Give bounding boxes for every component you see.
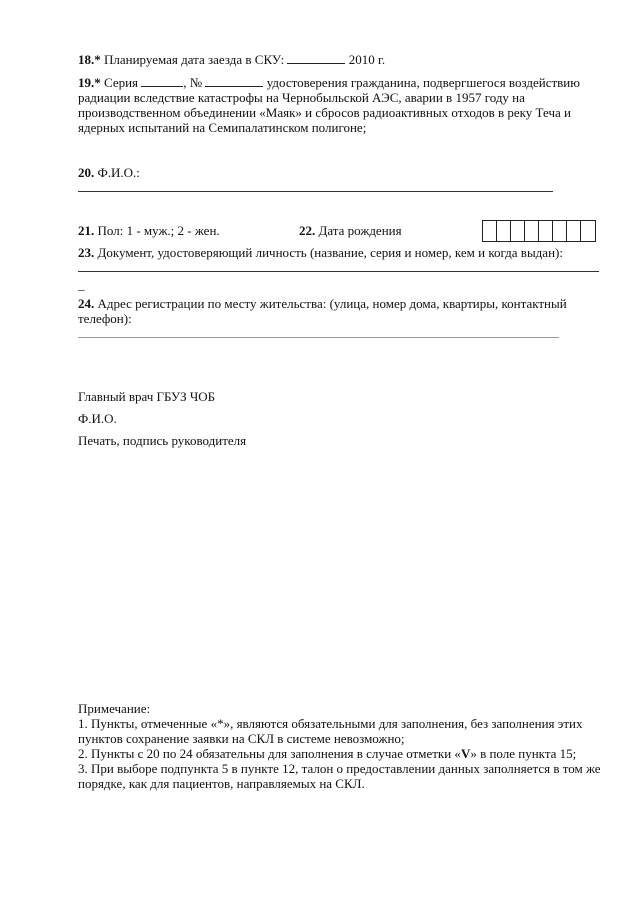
series-field[interactable] <box>141 75 183 87</box>
item-23 <box>78 245 563 260</box>
required-star: * <box>94 75 101 90</box>
item-21-number: 21. <box>78 223 95 238</box>
certificate-number-field[interactable] <box>205 75 263 87</box>
stamp-signature-label: Печать, подпись руководителя <box>78 433 247 448</box>
item-19 <box>78 75 618 135</box>
birth-date-cell[interactable] <box>483 221 497 241</box>
item-24-line-2: телефон): <box>78 311 132 326</box>
note-2-text-end: » в поле пункта 15; <box>470 746 577 761</box>
item-18-label: Планируемая дата заезда в СКУ: <box>104 52 285 67</box>
birth-date-cell[interactable] <box>539 221 553 241</box>
item-24-number: 24. <box>78 296 95 311</box>
registration-address-field[interactable] <box>78 337 559 338</box>
note-2-mark: V <box>460 746 471 761</box>
identity-document-field[interactable] <box>78 271 599 272</box>
item-19-line-3: производственном объединении «Маяк» и сбросов радиоактивных отходов в реку Теча и <box>78 105 571 120</box>
number-sign: , № <box>183 75 203 90</box>
note-3-line-2: порядке, как для пациентов, направляемых на СКЛ. <box>78 776 365 791</box>
series-label: Серия <box>104 75 139 90</box>
item-21-label: Пол: 1 - муж.; 2 - жен. <box>97 223 220 238</box>
arrival-date-field[interactable] <box>287 52 345 64</box>
birth-date-cell[interactable] <box>497 221 511 241</box>
item-19-line-1 <box>78 75 618 90</box>
item-23-label: Документ, удостоверяющий личность (название, серия и номер, кем и когда выдан): <box>97 245 563 260</box>
item-18 <box>78 52 385 67</box>
item-19-line-2: радиации вследствие катастрофы на Чернобыльской АЭС, аварии в 1957 году на <box>78 90 525 105</box>
item-20 <box>78 165 140 180</box>
item-23-number: 23. <box>78 245 95 260</box>
required-star: * <box>94 52 101 67</box>
note-2-text-start: 2. Пункты с 20 по 24 обязательны для заполнения в случае отметки « <box>78 746 461 761</box>
note-1-line-2: пунктов сохранение заявки на СКЛ в системе невозможно; <box>78 731 405 746</box>
item-24 <box>78 296 618 326</box>
item-24-line-1 <box>78 296 618 311</box>
birth-date-cell[interactable] <box>511 221 525 241</box>
item-23-dash: _ <box>78 277 85 292</box>
item-19-line-1-text: удостоверения гражданина, подвергшегося воздействию <box>266 75 580 90</box>
item-20-number: 20. <box>78 165 95 180</box>
notes-title: Примечание: <box>78 701 151 716</box>
birth-date-cell[interactable] <box>581 221 595 241</box>
item-24-label: Адрес регистрации по месту жительства: (улица, номер дома, квартиры, контактный <box>97 296 567 311</box>
note-3-line-1: 3. При выборе подпункта 5 в пункте 12, талон о предоставлении данных заполняется в том же <box>78 761 601 776</box>
item-22-number: 22. <box>299 223 316 238</box>
birth-date-cell[interactable] <box>553 221 567 241</box>
item-21 <box>78 223 220 238</box>
birth-date-cell[interactable] <box>567 221 581 241</box>
birth-date-cell[interactable] <box>525 221 539 241</box>
signature-name: Ф.И.О. <box>78 411 117 426</box>
item-22 <box>299 223 402 238</box>
note-2 <box>78 746 628 761</box>
item-22-label: Дата рождения <box>318 223 402 238</box>
notes <box>78 701 628 791</box>
item-19-number: 19. <box>78 75 95 90</box>
full-name-field[interactable] <box>78 191 553 192</box>
item-20-label: Ф.И.О.: <box>97 165 140 180</box>
note-1-line-1: 1. Пункты, отмеченные «*», являются обязательными для заполнения, без заполнения этих <box>78 716 583 731</box>
birth-date-cells[interactable] <box>482 220 596 242</box>
item-18-year: 2010 г. <box>348 52 386 67</box>
item-18-number: 18. <box>78 52 95 67</box>
item-19-line-4: ядерных испытаний на Семипалатинском полигоне; <box>78 120 367 135</box>
chief-doctor-title: Главный врач ГБУЗ ЧОБ <box>78 389 216 404</box>
